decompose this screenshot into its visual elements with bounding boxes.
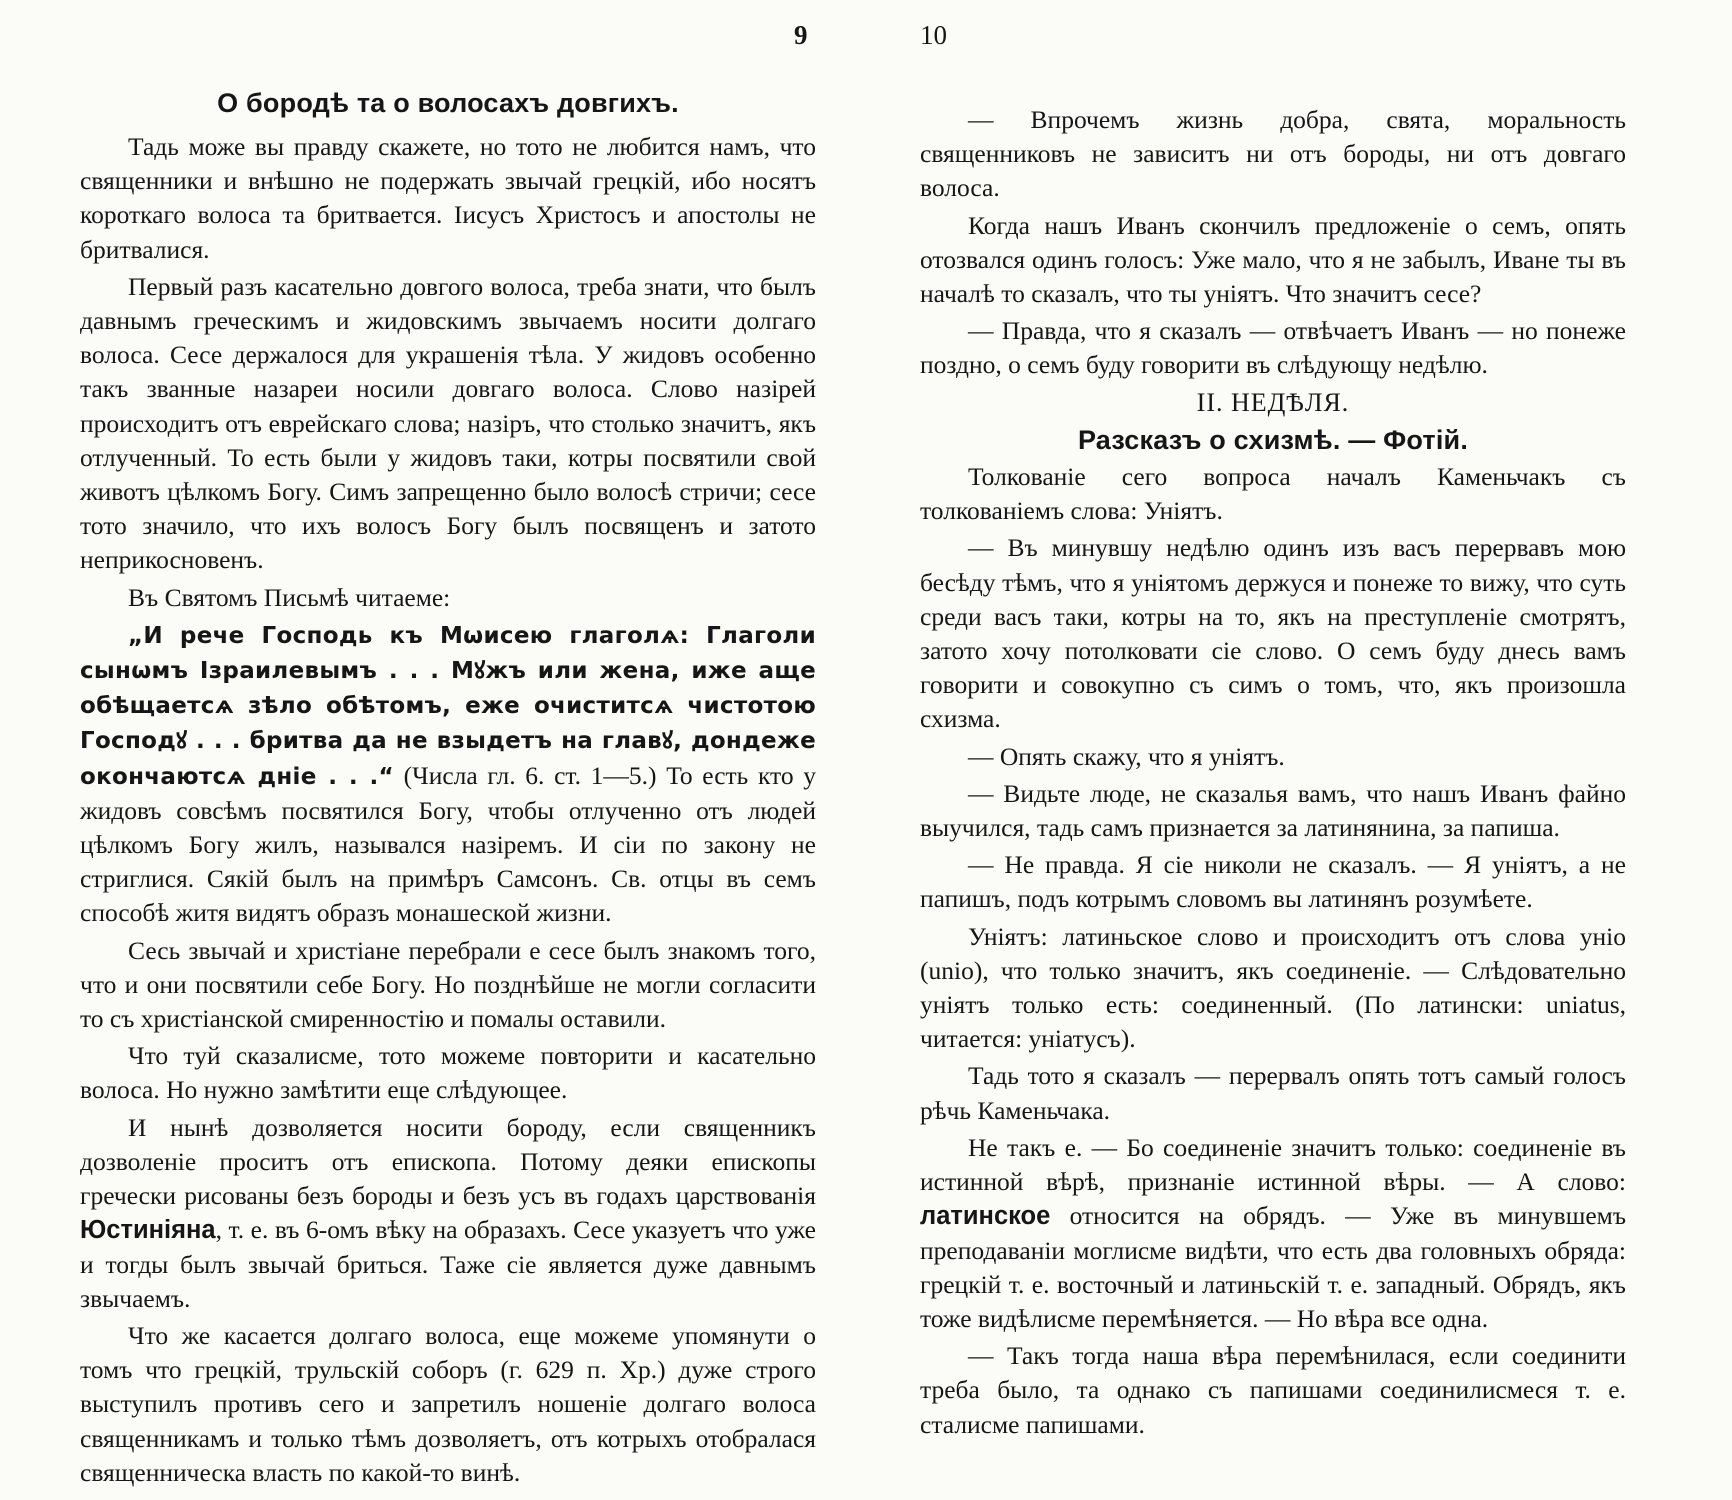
- paragraph: — Такъ тогда наша вѣра перемѣнилася, если соединити треба было, та однако съ папишами соединилисмеся т. е. сталисме папишами.: [920, 1341, 1626, 1439]
- paragraph-text: Не такъ е. — Бо соединеніе значитъ только: соединеніе въ истинной вѣрѣ, признаніе истинной вѣры. — А слово:: [920, 1132, 1626, 1197]
- slavonic-quote: „И рече Господь къ Мѡисею глаголѧ: Глаголи сынѡмъ Ізраилевымъ . . . Мꙋжъ или жена, иже аще обѣщаетсѧ зѣло обѣтомъ, еже очиститсѧ чистотою Господꙋ . . . бритва да не взыдетъ на главꙋ, дондеже окончаютсѧ дніе . . .“: [80, 622, 816, 790]
- paragraph: — Видьте люде, не сказалья вамъ, что нашъ Иванъ файно выучился, тадь самъ признается за латинянина, за папиша.: [920, 778, 1626, 843]
- quote-continuation: (Числа гл. 6. ст. 1—5.) То есть кто у жидовъ совсѣмъ посвятился Богу, чтобы отлученно отъ людей цѣлкомъ Богу жилъ, назывался назіремъ. И сіи по закону не стриглися. Сякій былъ на примѣръ Самсонъ. Св. отцы въ семъ способѣ житя видятъ образъ монашеской жизни.: [80, 760, 817, 928]
- paragraph: Тадь може вы правду скажете, но тото не любится намъ, что священники и внѣшно не подержать звычай грецкій, ибо носятъ короткаго волоса та бритвается. Іисусъ Христосъ и апостолы не бритвалися.: [80, 132, 816, 264]
- left-page: [80, 0, 816, 1500]
- paragraph: — Въ минувшу недѣлю одинъ изъ васъ перервавъ мою бесѣду тѣмъ, что я уніятомъ держуся и понеже то вижу, что суть среди васъ таки, котры на то, якъ на преступленіе смотрятъ, затото хочу потолковати сіе слово. О семъ буду днесь вамъ говорити и совокупно съ симъ о томъ, что, якъ произошла схизма.: [920, 533, 1626, 734]
- paragraph: — Не правда. Я сіе николи не сказалъ. — Я уніятъ, а не папишъ, подъ котрымъ словомъ вы латинянъ розумѣете.: [920, 850, 1626, 914]
- paragraph-text: И нынѣ дозволяется носити бороду, если священникъ дозволеніе проситъ отъ епископа. Потому деяки епископы гречески рисованы безъ бороды и безъ усъ въ годахъ царствованія: [80, 1112, 816, 1211]
- left-body: [80, 130, 816, 1493]
- paragraph: Въ Святомъ Письмѣ читаеме:: [128, 582, 451, 612]
- paragraph: [80, 1111, 816, 1316]
- emphasized-word: латинское: [920, 1202, 1051, 1231]
- chapter-heading: О бородѣ та о волосахъ довгихъ.: [217, 88, 679, 118]
- paragraph: Уніятъ: латиньское слово и происходитъ отъ слова уніо (unio), что только значитъ, якъ соединеніе. — Слѣдовательно уніятъ только есть: соединенный. (По латински: uniatus, читается: уніатусъ).: [920, 921, 1626, 1054]
- paragraph: Первый разъ касательно довгого волоса, треба знати, что былъ давнымъ греческимъ и жидовскимъ звычаемъ носити долгаго волоса. Сесе держалося для украшенія тѣла. У жидовъ особенно такъ званные назареи носили довгаго волоса. Слово назірей происходитъ отъ еврейскаго слова; назіръ, что столько значитъ, якъ отлученный. То есть были у жидовъ таки, котры посвятили свой животъ цѣлкомъ Богу. Симъ запрещенно было волосѣ стричи; сесе тото значило, что ихъ волосъ Богу былъ посвященъ и затото неприкосновенъ.: [80, 271, 816, 575]
- paragraph: Что же касается долгаго волоса, еще можеме упомянути о томъ что грецкій, трульскій соборъ (г. 629 п. Хр.) дуже строго выступилъ противъ сего и запретилъ ношеніе долгаго волоса священникамъ и только тѣмъ дозволяетъ, отъ котрыхъ отобралася священническа власть по какой-то винѣ.: [80, 1320, 816, 1487]
- paragraph: Тадь тото я сказалъ — перервалъ опять тотъ самый голосъ рѣчь Каменьчака.: [920, 1061, 1626, 1125]
- scripture-quote: [80, 618, 816, 931]
- section-title: Разсказъ о схизмѣ. — Фотій.: [1077, 424, 1469, 455]
- paragraph: [920, 1131, 1626, 1336]
- paragraph: — Правда, что я сказалъ — отвѣчаетъ Иванъ — но понеже поздно, о семъ буду говорити въ слѣдующу недѣлю.: [920, 316, 1626, 380]
- emphasized-name: Юстиніяна: [80, 1216, 216, 1245]
- page-number-left: 9: [794, 20, 808, 50]
- paragraph: Сесь звычай и христіане перебрали е сесе былъ знакомъ того, что и они посвятили себе Богу. Но позднѣйше не могли согласити то съ христіанской смиренностію и помалы оставили.: [80, 935, 816, 1034]
- paragraph: Что туй сказалисме, тото можеме повторити и касательно волоса. Но нужно замѣтити еще слѣдующее.: [80, 1041, 816, 1105]
- paragraph-text: , т. е. въ 6-омъ вѣку на образахъ. Сесе указуетъ что уже и тогды былъ звычай бриться. Таже сіе является дуже давнымъ звычаемъ.: [80, 1215, 816, 1313]
- paragraph-text: относится на обрядъ. — Уже въ минувшемъ преподаваніи моглисме видѣти, что есть два головныхъ обряда: грецкій т. е. восточный и латиньскій т. е. западный. Обрядъ, якъ тоже видѣлисме перемѣняется. — Но вѣра все одна.: [920, 1201, 1627, 1333]
- week-heading: II. НЕДѢЛЯ.: [1196, 387, 1350, 417]
- paragraph: — Опять скажу, что я уніятъ.: [968, 741, 1285, 771]
- paragraph: — Впрочемъ жизнь добра, свята, моральность священниковъ не зависитъ ни отъ бороды, ни отъ довгаго волоса.: [920, 105, 1626, 203]
- paragraph: Когда нашъ Иванъ скончилъ предложеніе о семъ, опять отозвался одинъ голосъ: Уже мало, что я не забылъ, Иване ты въ началѣ то сказалъ, что ты уніятъ. Что значитъ сесе?: [920, 210, 1626, 309]
- right-body: [920, 103, 1626, 1445]
- paragraph: Толкованіе сего вопроса началъ Каменьчакъ съ толкованіемъ слова: Уніятъ.: [920, 462, 1626, 526]
- page-number-right: 10: [920, 20, 947, 50]
- right-page: [920, 0, 1626, 1500]
